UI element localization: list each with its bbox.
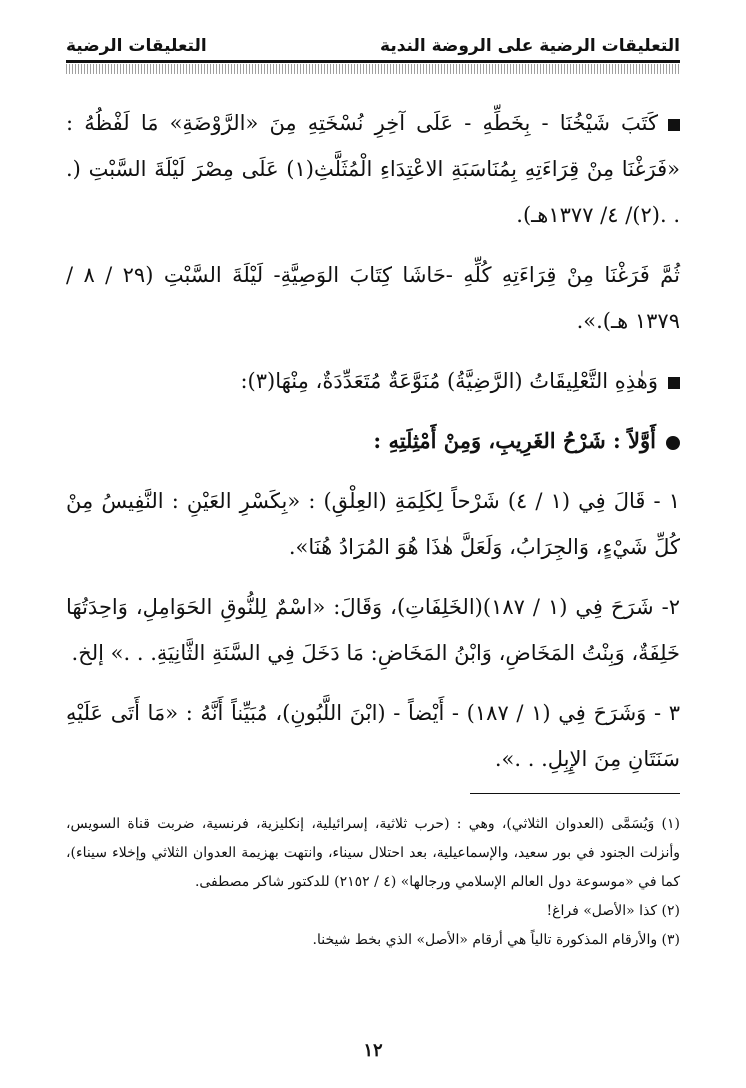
- footnote-separator: [470, 793, 680, 794]
- paragraph-colophon: [66, 100, 680, 238]
- section-heading-text: أَوَّلاً : شَرْحُ الغَرِيبِ، وَمِنْ أَمْثِلَتِهِ :: [373, 428, 656, 453]
- main-text: [66, 100, 680, 796]
- page-number: ١٢: [363, 1040, 383, 1061]
- running-header: [66, 30, 680, 56]
- footnote-1: (١) وَيُسَمَّى (العدوان الثلاثي)، وهي : (حرب ثلاثية، إسرائيلية، إنكليزية، فرنسية، ضربت قناة السويس، وأنزلت الجنود في بور سعيد، والإسماعيلية، بعد احتلال سيناء، وانتهت بهزيمة العدوان الثلاثي وإخلاء سيناء)، كما في «موسوعة دول العالم الإسلامي ورجالها» (٤ / ٢١٥٢) للدكتور شاكر مصطفى.: [66, 816, 680, 890]
- paragraph-completion: ثُمَّ فَرَغْنَا مِنْ قِرَاءَتِهِ كُلِّهِ -حَاشَا كِتَابَ الوَصِيَّةِ- لَيْلَةَ السَّبْتِ (٢٩ / ٨ / ١٣٧٩ هـ).».: [66, 263, 680, 333]
- footnote-2: (٢) كذا «الأصل» فراغ!: [546, 903, 680, 919]
- paragraph-colophon-text: كَتَبَ شَيْخُنَا - بِخَطِّهِ - عَلَى آخِرِ نُسْخَتِهِ مِنَ «الرَّوْضَةِ» مَا لَفْظُهُ : «فَرَغْنَا مِنْ قِرَاءَتِهِ بِمُنَاسَبَةِ الاعْتِدَاءِ الْمُثَلَّثِ(١) عَلَى مِصْرَ لَيْلَةَ السَّبْتِ (. . .(٢)/ ٤/ ١٣٧٧هـ).: [66, 111, 680, 227]
- header-hatch-band: [66, 64, 680, 74]
- header-rule: [66, 60, 680, 63]
- example-item-1: ١ - قَالَ فِي (١ / ٤) شَرْحاً لِكَلِمَةِ (العِلْقِ) : «بِكَسْرِ العَيْنِ : النَّفِيسُ مِنْ كُلِّ شَيْءٍ، وَالجِرَابُ، وَلَعَلَّ هٰذَا هُوَ المُرَادُ هُنَا».: [66, 489, 680, 559]
- header-section-title: التعليقات الرضية: [66, 36, 207, 56]
- paragraph-intro: [66, 358, 680, 404]
- round-bullet-icon: [666, 436, 680, 450]
- square-bullet-icon: [668, 377, 680, 389]
- header-book-title: التعليقات الرضية على الروضة الندية: [380, 36, 680, 56]
- paragraph-intro-text: وَهٰذِهِ التَّعْلِيقَاتُ (الرَّضِيَّةُ) مُنَوَّعَةٌ مُتَعَدِّدَةٌ، مِنْهَا(٣):: [240, 369, 658, 393]
- example-item-2: ٢- شَرَحَ فِي (١ / ١٨٧)(الخَلِفَاتِ)، وَقَالَ: «اسْمٌ لِلنُّوقِ الحَوَامِلِ، وَاحِدَتُهَا خَلِفَةٌ، وَبِنْتُ المَخَاضِ، وَابْنُ المَخَاضِ: مَا دَخَلَ فِي السَّنَةِ الثَّانِيَةِ. . .» إلخ.: [66, 595, 680, 665]
- footnotes: [66, 810, 680, 955]
- example-item-3: ٣ - وَشَرَحَ فِي (١ / ١٨٧) - أَيْضاً - (ابْنَ اللَّبُونِ)، مُبَيِّناً أَنَّهُ : «مَا أَتَى عَلَيْهِ سَنَتَانِ مِنَ الإِبِلِ. . .».: [66, 701, 680, 771]
- section-heading: [66, 418, 680, 464]
- square-bullet-icon: [668, 119, 680, 131]
- footnote-3: (٣) والأرقام المذكورة تالياً هي أرقام «الأصل» الذي بخط شيخنا.: [312, 932, 680, 948]
